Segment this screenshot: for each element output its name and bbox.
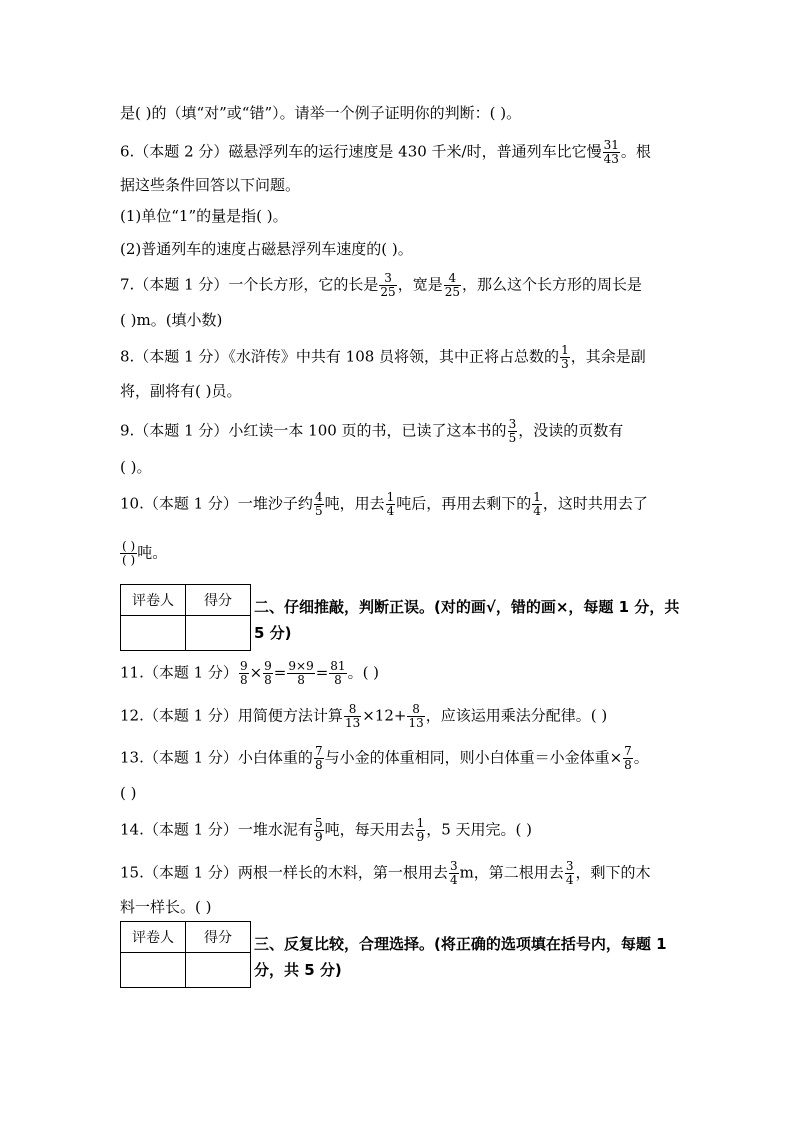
fraction-3-4-b: $\frac{3}{4}$ [565, 859, 574, 887]
q14-text-2: 吨，每天用去 [324, 820, 415, 839]
fraction-1-9: $\frac{1}{9}$ [416, 816, 425, 844]
q8-line-2: 将，副将有( )员。 [120, 382, 242, 400]
question-15 [120, 860, 650, 887]
fraction-8-13: $\frac{8}{13}$ [344, 702, 361, 730]
answer-fraction-box[interactable]: ( ) ( ) [122, 539, 136, 567]
q13-line-2: ( ) [120, 784, 137, 802]
q13-text-2: 与小金的体重相同，则小白体重＝小金体重× [324, 748, 623, 767]
times-sign: × [249, 663, 263, 682]
score-table-2 [120, 921, 251, 988]
fraction-1-3: $\frac{1}{3}$ [561, 343, 569, 371]
q15-line-2: 料一样长。( ) [120, 898, 212, 916]
q15-text-3: ，剩下的木 [575, 863, 651, 882]
q8-text-2: ，其余是副 [570, 347, 646, 366]
q15-text-2: m，第二根用去 [459, 863, 564, 882]
fraction-7-8: $\frac{7}{8}$ [314, 744, 323, 772]
score-label-2: 得分 [186, 922, 251, 953]
section-2-heading: 二、仔细推敲，判断正误。(对的画√，错的画×，每题 1 分，共 5 分) [254, 598, 680, 642]
fraction-9x9-8: $\frac{9\times 9}{8}$ [288, 659, 314, 687]
q8-text: 8.（本题 1 分）《水浒传》中共有 108 员将领，其中正将占总数的 [120, 347, 560, 366]
q13-text-3: 。 [633, 748, 649, 767]
q7-text-2: ，宽是 [397, 275, 443, 294]
q11-answer: 。( ) [347, 663, 380, 682]
reviewer-cell[interactable] [121, 616, 186, 651]
question-7 [120, 272, 642, 299]
question-9 [120, 418, 623, 445]
score-label: 得分 [186, 585, 251, 616]
question-8 [120, 344, 646, 371]
q9-line-2: ( )。 [120, 458, 152, 476]
q9-text: 9.（本题 1 分）小红读一本 100 页的书，已读了这本书的 [120, 421, 507, 440]
q10-text-4: ，这时共用去了 [542, 494, 648, 513]
q5-continuation: 是( )的（填“对”或“错”）。请举一个例子证明你的判断：( )。 [120, 104, 522, 122]
q9-text-2: ，没读的页数有 [518, 421, 624, 440]
fraction-3-5: $\frac{3}{5}$ [508, 417, 517, 445]
q12-text: 12.（本题 1 分）用简便方法计算 [120, 706, 343, 725]
fraction-81-8: $\frac{81}{8}$ [330, 659, 346, 687]
q14-text-3: ，5 天用完。( ) [426, 820, 533, 839]
q10-line-2 [120, 540, 167, 567]
reviewer-cell-2[interactable] [121, 953, 186, 988]
q7-text: 7.（本题 1 分）一个长方形，它的长是 [120, 275, 379, 294]
fraction-4-25: $\frac{4}{25}$ [444, 271, 460, 299]
fraction-4-5: $\frac{4}{5}$ [314, 490, 323, 518]
score-cell[interactable] [186, 616, 251, 651]
section-3-heading: 三、反复比较，合理选择。(将正确的选项填在括号内，每题 1 分，共 5 分) [254, 935, 667, 979]
q15-text: 15.（本题 1 分）两根一样长的木料，第一根用去 [120, 863, 448, 882]
q6-text-end: 。根 [620, 142, 651, 161]
question-12 [120, 703, 607, 730]
fraction-7-8-b: $\frac{7}{8}$ [624, 744, 632, 772]
q12-expr: ×12+ [362, 706, 407, 725]
q13-text: 13.（本题 1 分）小白体重的 [120, 748, 313, 767]
question-6 [120, 139, 651, 166]
question-11 [120, 660, 379, 687]
fraction-9-8: $\frac{9}{8}$ [239, 659, 248, 687]
q7-text-3: ，那么这个长方形的周长是 [461, 275, 642, 294]
q10-text-5: 吨。 [137, 543, 168, 562]
q6-text: 6.（本题 2 分）磁悬浮列车的运行速度是 430 千米/时，普通列车比它慢 [120, 142, 602, 161]
q12-text-2: ，应该运用乘法分配律。( ) [425, 706, 608, 725]
q6-sub-2: (2)普通列车的速度占磁悬浮列车速度的( )。 [120, 240, 413, 258]
question-13 [120, 745, 649, 772]
equals-sign: = [273, 663, 287, 682]
q10-text: 10.（本题 1 分）一堆沙子约 [120, 494, 313, 513]
q14-text: 14.（本题 1 分）一堆水泥有 [120, 820, 313, 839]
fraction-9-8-b: $\frac{9}{8}$ [264, 659, 272, 687]
equals-sign-2: = [315, 663, 329, 682]
fraction-1-4-b: $\frac{1}{4}$ [533, 490, 541, 518]
score-table-1 [120, 584, 251, 651]
fraction-3-25: $\frac{3}{25}$ [380, 271, 396, 299]
fraction-5-9: $\frac{5}{9}$ [314, 816, 323, 844]
fraction-8-13-b: $\frac{8}{13}$ [408, 702, 424, 730]
q11-text: 11.（本题 1 分） [120, 663, 238, 682]
q7-line-2: ( )m。(填小数) [120, 311, 223, 329]
question-10 [120, 491, 648, 518]
fraction-1-4: $\frac{1}{4}$ [386, 490, 395, 518]
fraction-31-43: $\frac{31}{43}$ [603, 138, 619, 166]
q6-line-2: 据这些条件回答以下问题。 [120, 176, 301, 194]
q6-sub-1: (1)单位“1”的量是指( )。 [120, 207, 288, 225]
score-cell-2[interactable] [186, 953, 251, 988]
reviewer-label: 评卷人 [121, 585, 186, 616]
q10-text-2: 吨，用去 [324, 494, 385, 513]
q10-text-3: 吨后，再用去剩下的 [396, 494, 532, 513]
question-14 [120, 817, 532, 844]
reviewer-label-2: 评卷人 [121, 922, 186, 953]
fraction-3-4: $\frac{3}{4}$ [449, 859, 458, 887]
